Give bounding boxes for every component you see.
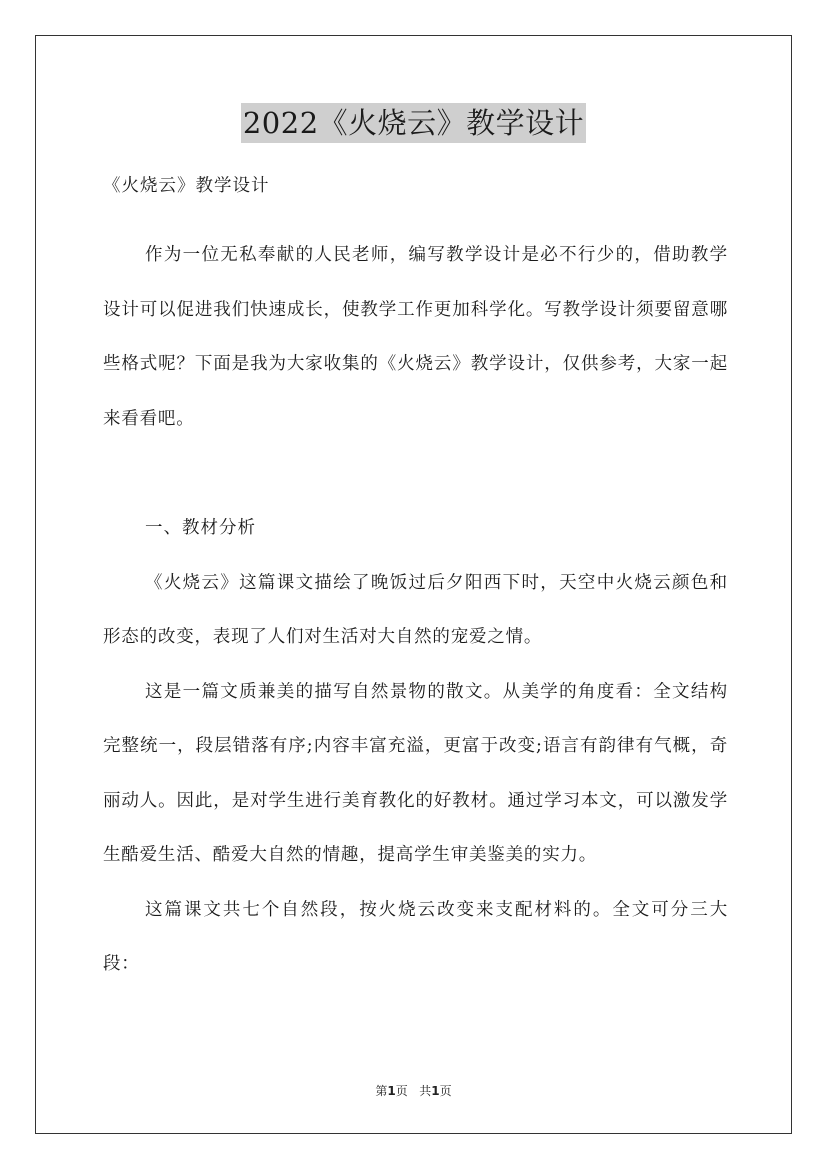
section-heading: 一、教材分析: [145, 518, 256, 538]
document-subtitle: 《火烧云》教学设计: [103, 176, 270, 196]
page-footer: [0, 1081, 827, 1101]
body-paragraph: 这是一篇文质兼美的描写自然景物的散文。从美学的角度看：全文结构完整统一，段层错落有序;内容丰富充溢，更富于改变;语言有韵律有气概，奇丽动人。因此，是对学生进行美育教化的好教材。通过学习本文，可以激发学生酷爱生活、酷爱大自然的情趣，提高学生审美鉴美的实力。: [103, 681, 728, 865]
page-suffix: 页: [395, 1084, 408, 1098]
total-prefix: 共: [419, 1084, 432, 1098]
body-paragraph: 这篇课文共七个自然段，按火烧云改变来支配材料的。全文可分三大段：: [103, 899, 728, 974]
page-total: 1: [431, 1084, 440, 1098]
page-prefix: 第: [375, 1084, 388, 1098]
title-container: [0, 103, 827, 143]
body-paragraph: 《火烧云》这篇课文描绘了晚饭过后夕阳西下时，天空中火烧云颜色和形态的改变，表现了人们对生活对大自然的宠爱之情。: [103, 572, 728, 647]
document-title: 2022《火烧云》教学设计: [241, 103, 586, 143]
intro-paragraph: 作为一位无私奉献的人民老师，编写教学设计是必不行少的，借助教学设计可以促进我们快速成长，使教学工作更加科学化。写教学设计须要留意哪些格式呢？下面是我为大家收集的《火烧云》教学设计，仅供参考，大家一起来看看吧。: [103, 245, 728, 429]
document-body: [103, 172, 728, 992]
page-current: 1: [387, 1084, 396, 1098]
total-suffix: 页: [439, 1084, 452, 1098]
